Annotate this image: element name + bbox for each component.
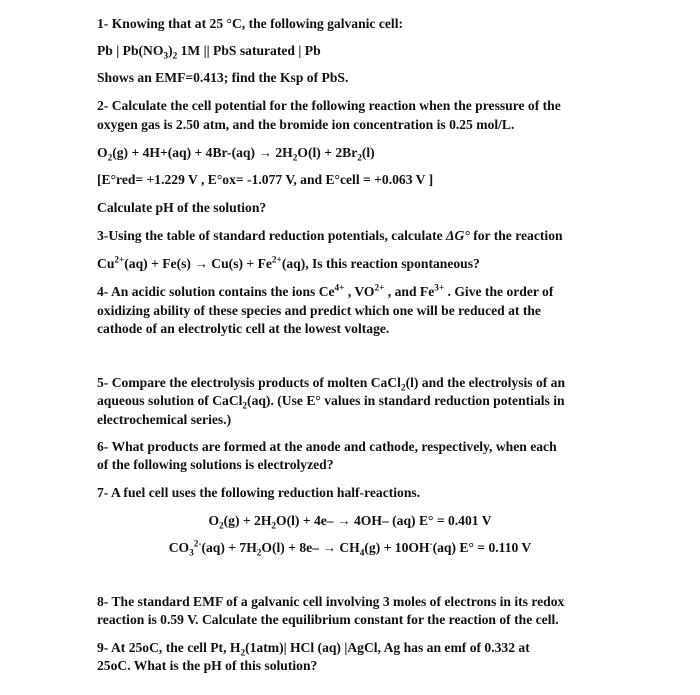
q5-line-3: electrochemical series.) bbox=[97, 412, 232, 427]
q9-line-2: 25oC. What is the pH of this solution? bbox=[97, 658, 318, 673]
q8-line-2: reaction is 0.59 V. Calculate the equilibrium constant for the reaction of the cell. bbox=[97, 612, 559, 627]
q2-line-1: 2- Calculate the cell potential for the following reaction when the pressure of the bbox=[97, 98, 561, 113]
q1-line-3: Shows an EMF=0.413; find the Ksp of PbS. bbox=[97, 70, 349, 85]
q4-line-1: 4- An acidic solution contains the ions $Ce^{4+}$ , $VO^{2+}$ , and $Fe^{3+}$ . Give the order of bbox=[97, 282, 554, 299]
q7-half-reaction-1: $O_2(g) + 2H_2O(l) + 4e- \to 4OH-$ (aq) E° = 0.401 V bbox=[208, 513, 492, 531]
q2-line-5: Calculate pH of the solution? bbox=[97, 200, 267, 215]
q2-potentials: [E°red= +1.229 V , E°ox= -1.077 V, and E°cell = +0.063 V ] bbox=[97, 172, 434, 187]
q1-line-1: 1- Knowing that at 25 °C, the following galvanic cell: bbox=[97, 16, 403, 31]
q9-line-1: 9- At 25oC, the cell Pt, $H_2(1atm)|$ HCl (aq) |AgCl, Ag has an emf of 0.332 at bbox=[97, 640, 530, 658]
q5-line-1: 5- Compare the electrolysis products of molten CaCl$_2$(l) and the electrolysis of an bbox=[97, 375, 566, 393]
q3-reaction: $Cu^{2+}(aq) + Fe(s) \to Cu(s) + Fe^{2+}(aq)$, Is this reaction spontaneous? bbox=[97, 254, 480, 271]
q5-line-2: aqueous solution of CaCl$_2$(aq). (Use E° values in standard reduction potentials in bbox=[97, 393, 565, 411]
q6-line-2: of the following solutions is electrolyzed? bbox=[97, 457, 334, 472]
q7-half-reaction-2: $CO_3^{2-}(aq) + 7H_2O(l) + 8e- \to CH_4(g) + 10OH^-(aq) E^\circ = 0.110$ V bbox=[168, 538, 532, 558]
q8-line-1: 8- The standard EMF of a galvanic cell involving 3 moles of electrons in its redox bbox=[97, 594, 565, 609]
q6-line-1: 6- What products are formed at the anode and cathode, respectively, when each bbox=[97, 439, 557, 454]
q3-line-1: 3-Using the table of standard reduction potentials, calculate ΔG° for the reaction bbox=[97, 228, 563, 243]
q1-cell-notation: Pb | $Pb(NO_3)_2$ 1M || PbS saturated | Pb bbox=[97, 43, 321, 61]
q2-line-2: oxygen gas is 2.50 atm, and the bromide ion concentration is 0.25 mol/L. bbox=[97, 117, 515, 132]
q4-line-3: cathode of an electrolytic cell at the lowest voltage. bbox=[97, 321, 390, 336]
q7-line-1: 7- A fuel cell uses the following reduction half-reactions. bbox=[97, 485, 421, 500]
q2-reaction: $O_2(g) + 4H+(aq) + 4Br-(aq) \to 2H_2O(l) + 2Br_2(l)$ bbox=[97, 145, 375, 163]
q4-line-2: oxidizing ability of these species and predict which one will be reduced at the bbox=[97, 303, 541, 318]
